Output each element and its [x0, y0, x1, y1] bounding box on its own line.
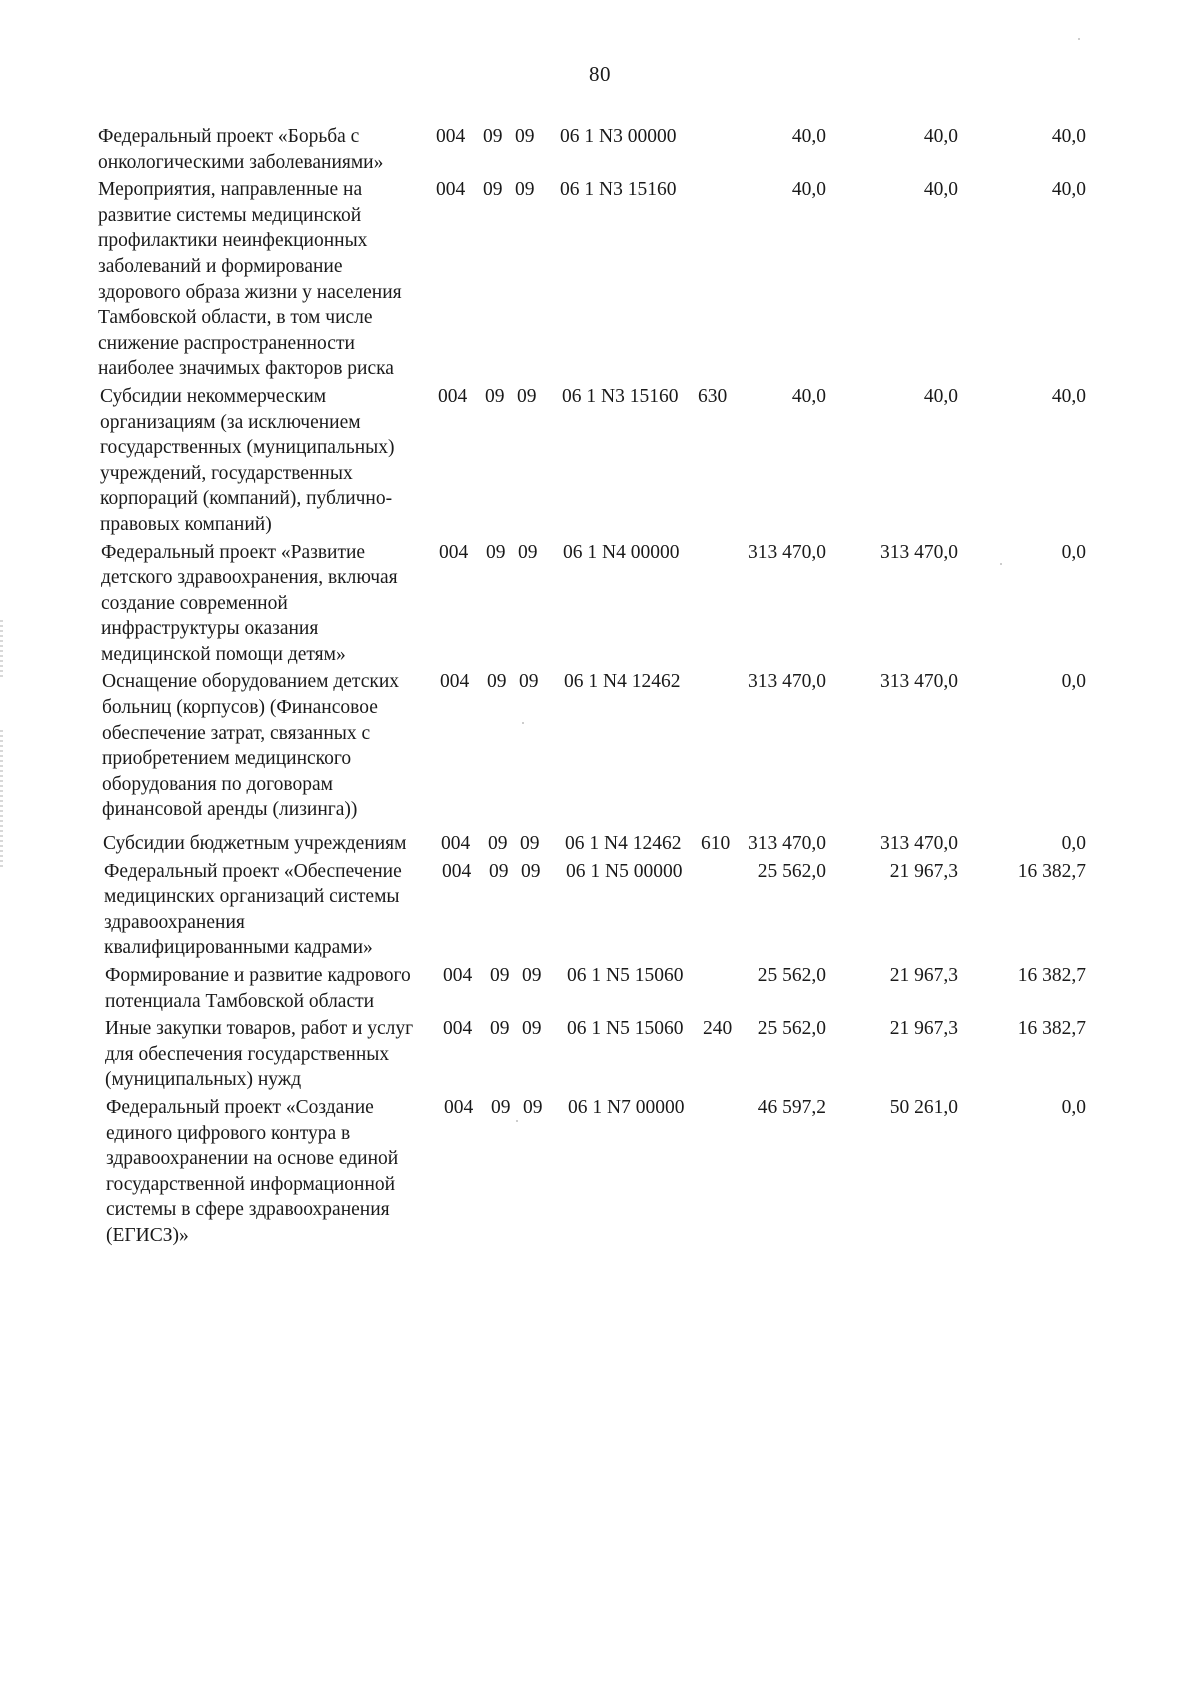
sum-year-1: 313 470,0	[748, 671, 826, 693]
table-row	[98, 177, 1190, 382]
sum-year-3: 16 382,7	[1017, 860, 1086, 882]
sum-year-1: 40,0	[791, 179, 826, 201]
subsection-code: 09	[515, 126, 535, 147]
target-article: 06 1 N3 15160	[560, 179, 677, 201]
sum-year-3: 0,0	[1061, 671, 1086, 693]
sum-year-1: 25 562,0	[757, 965, 826, 986]
sum-year-1: 313 470,0	[748, 833, 826, 855]
sum-year-3: 0,0	[1061, 1096, 1086, 1118]
subsection-code: 09	[523, 1096, 543, 1118]
row-name: Субсидии некоммерческим организациям (за исключением государственных (муниципальных) учреждений, государственных корпораций (компаний), публично-правовых компаний)	[100, 385, 395, 535]
row-name: Федеральный проект «Обеспечение медицинских организаций системы здравоохранения квалифицированными кадрами»	[104, 860, 402, 959]
target-article: 06 1 N5 00000	[566, 860, 683, 882]
sum-year-3: 40,0	[1051, 179, 1086, 201]
section-code: 09	[490, 1018, 510, 1040]
row-name: Иные закупки товаров, работ и услуг для обеспечения государственных (муниципальных) нужд	[105, 1018, 414, 1091]
subsection-code: 09	[517, 385, 537, 407]
table-row	[102, 669, 1190, 823]
scan-edge-mark	[0, 730, 3, 870]
section-code: 09	[483, 179, 503, 201]
sum-year-1: 25 562,0	[757, 860, 826, 882]
table-row	[100, 384, 1190, 538]
row-name: Оснащение оборудованием детских больниц (корпусов) (Финансовое обеспечение затрат, связанных с приобретением медицинского оборудования по договорам финансовой аренды (лизинга))	[102, 671, 400, 821]
table-row	[106, 1095, 1190, 1249]
row-name: Федеральный проект «Борьба с онкологическими заболеваниями»	[98, 126, 384, 173]
sum-year-3: 40,0	[1051, 126, 1086, 147]
ministry-code: 004	[443, 965, 473, 986]
target-article: 06 1 N3 15160	[562, 385, 679, 407]
ministry-code: 004	[439, 541, 469, 563]
sum-year-1: 46 597,2	[757, 1096, 826, 1118]
sum-year-2: 21 967,3	[889, 860, 958, 882]
sum-year-2: 313 470,0	[880, 833, 958, 855]
ministry-code: 004	[443, 1018, 473, 1040]
table-row	[104, 859, 1190, 961]
ministry-code: 004	[436, 179, 466, 201]
subsection-code: 09	[515, 179, 535, 201]
row-name: Федеральный проект «Развитие детского здравоохранения, включая создание современной инфраструктуры оказания медицинской помощи детям»	[101, 541, 398, 665]
budget-table	[98, 124, 1190, 1249]
ministry-code: 004	[444, 1096, 474, 1118]
ministry-code: 004	[441, 833, 471, 855]
row-name: Федеральный проект «Создание единого цифрового контура в здравоохранении на основе единой государственной информационной системы в сфере здравоохранения (ЕГИСЗ)»	[106, 1096, 399, 1246]
section-code: 09	[491, 1096, 511, 1118]
target-article: 06 1 N4 12462	[565, 833, 682, 855]
target-article: 06 1 N5 15060	[567, 1018, 684, 1040]
target-article: 06 1 N7 00000	[568, 1096, 685, 1118]
sum-year-1: 40,0	[791, 385, 826, 407]
page-number: 80	[589, 62, 611, 86]
sum-year-3: 16 382,7	[1017, 1018, 1086, 1040]
sum-year-3: 0,0	[1061, 833, 1086, 855]
subsection-code: 09	[519, 671, 539, 693]
expense-type: 630	[698, 385, 728, 407]
sum-year-3: 0,0	[1061, 541, 1086, 563]
sum-year-2: 50 261,0	[889, 1096, 958, 1118]
row-name: Субсидии бюджетным учреждениям	[103, 833, 407, 855]
expense-type: 610	[701, 833, 731, 855]
table-row	[98, 124, 1190, 175]
section-code: 09	[485, 385, 505, 407]
subsection-code: 09	[518, 541, 538, 563]
target-article: 06 1 N5 15060	[567, 965, 684, 986]
table-row	[101, 540, 1190, 668]
sum-year-1: 40,0	[791, 126, 826, 147]
sum-year-1: 25 562,0	[757, 1018, 826, 1040]
section-code: 09	[486, 541, 506, 563]
scan-speck	[1078, 38, 1080, 40]
section-code: 09	[489, 860, 509, 882]
sum-year-2: 40,0	[923, 126, 958, 147]
sum-year-2: 313 470,0	[880, 671, 958, 693]
ministry-code: 004	[436, 126, 466, 147]
table-row	[105, 963, 1190, 1014]
sum-year-2: 40,0	[923, 385, 958, 407]
row-name: Формирование и развитие кадрового потенциала Тамбовской области	[105, 965, 411, 1012]
expense-type: 240	[703, 1018, 733, 1040]
section-code: 09	[483, 126, 503, 147]
target-article: 06 1 N4 00000	[563, 541, 680, 563]
section-code: 09	[490, 965, 510, 986]
sum-year-2: 313 470,0	[880, 541, 958, 563]
ministry-code: 004	[442, 860, 472, 882]
table-row	[105, 1016, 1190, 1093]
section-code: 09	[488, 833, 508, 855]
scan-edge-mark	[0, 620, 3, 680]
subsection-code: 09	[522, 965, 542, 986]
row-name: Мероприятия, направленные на развитие системы медицинской профилактики неинфекционных заболеваний и формирование здорового образа жизни у населения Тамбовской области, в том числе снижение распространенности наиболее значимых факторов риска	[98, 179, 402, 380]
sum-year-1: 313 470,0	[748, 541, 826, 563]
sum-year-3: 16 382,7	[1017, 965, 1086, 986]
sum-year-2: 21 967,3	[889, 965, 958, 986]
subsection-code: 09	[520, 833, 540, 855]
target-article: 06 1 N4 12462	[564, 671, 681, 693]
sum-year-2: 21 967,3	[889, 1018, 958, 1040]
sum-year-3: 40,0	[1051, 385, 1086, 407]
table-row	[103, 831, 1190, 857]
target-article: 06 1 N3 00000	[560, 126, 677, 147]
subsection-code: 09	[521, 860, 541, 882]
ministry-code: 004	[440, 671, 470, 693]
subsection-code: 09	[522, 1018, 542, 1040]
section-code: 09	[487, 671, 507, 693]
sum-year-2: 40,0	[923, 179, 958, 201]
ministry-code: 004	[438, 385, 468, 407]
